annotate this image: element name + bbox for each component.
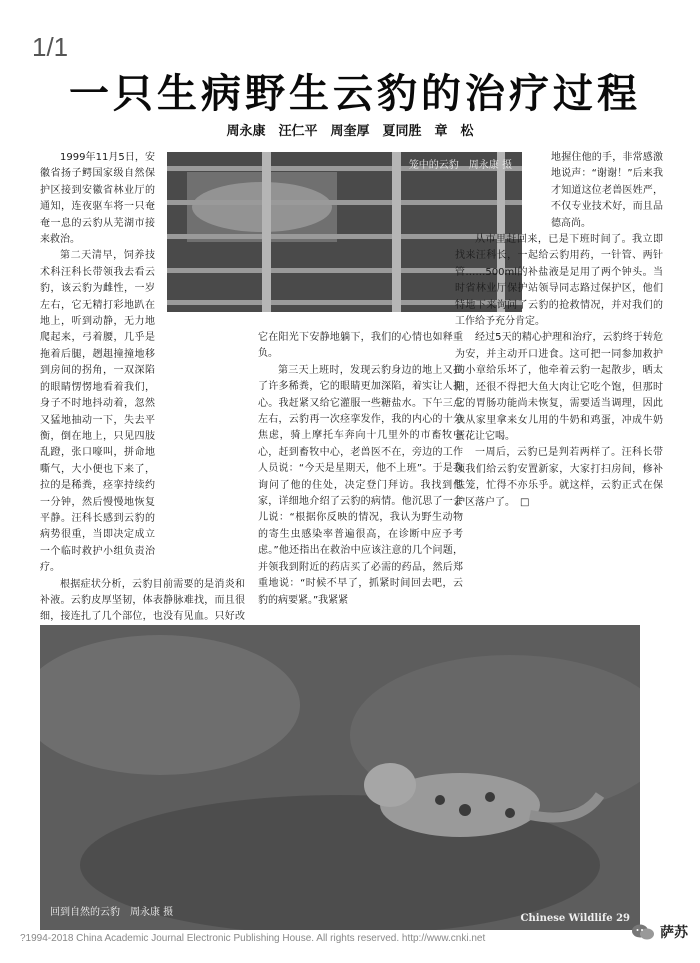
copyright-footer: ?1994-2018 China Academic Journal Electronic Publishing House. All rights reserved. http://www.cnki.net [20,933,486,944]
photo-caption: 笼中的云豹 周永康 摄 [408,160,512,171]
paragraph: 1999年11月5日，安徽省扬子鳄国家级自然保护区接到安徽省林业厅的通知，连夜驱车将一只奄奄一息的云豹从芜湖市接来救治。 [40,152,155,246]
brand-name: 萨苏 [660,925,688,941]
grass-illustration [40,625,640,930]
leopard-in-wild-photo [40,625,640,930]
text-column-2 [258,330,463,609]
account-brand [631,922,688,942]
paragraph: 它在阳光下安静地躺下，我们的心情也如释重负。 [258,332,463,360]
page-number: 1/1 [32,32,69,62]
magazine-watermark: Chinese Wildlife 29 [520,913,630,924]
paragraph: 经过5天的精心护理和治疗，云豹终于转危为安，并主动开口进食。这可把一同参加救护的小章给乐坏了，他牵着云豹一起散步，晒太阳，还很不得把大鱼大肉让它吃个饱，但那时它的胃肠功能尚未恢复，需要适当调理，因此我从家里拿来女儿用的牛奶和鸡蛋，冲成牛奶蛋花让它喝。 [455,332,663,442]
paragraph: 第二天清早，饲养技术科汪科长带领我去看云豹，该云豹为雌性，一岁左右，它无精打彩地趴在地上，听到动静，无力地爬起来，弓着腰，几乎是拖着后腿，趔趄撞撞地移到房间的拐角，一双深陷的眼睛愣愣地看着我们，身子不时地抖动着，忽然又猛地抽动一下，失去平衡，倒在地上，只见四肢乱蹬，张口嚎叫，拼命地嘶气，大小便也下来了，拉的是稀粪，痉挛持续约一分钟，然后慢慢地恢复平静。汪科长感到云豹的病势很重，当即决定成立一个临时救护小组负责治疗。 [40,250,155,574]
text-column-3 [455,150,663,511]
paragraph: 根据症状分析，云豹目前需要的是消炎和补液。云豹皮厚坚韧，体表静脉难找，而且很细，接连扎了几个部位，也没有见血。只好改 [40,578,245,623]
paragraph: 第三天上班时，发现云豹身边的地上又拉了许多稀粪，它的眼睛更加深陷，着实让人担心。我赶紧又给它灌服一些糖盐水。下午三点左右，云豹再一次痉挛发作，我的内心的十分焦虑，骑上摩托车奔向十几里外的市畜牧中心，赶到畜牧中心，老兽医不在，旁边的工作人员说：“今天是星期天，他不上班”。于是我询问了他的住处，决定登门拜访。我找到他家，详细地介绍了云豹的病情。他沉思了一会儿说：“根据你反映的情况，我认为野生动物的寄生虫感染率普遍很高，在诊断中应予考虑。”他还指出在救治中应该注意的几个问题，并领我到附近的药店买了必需的药品，然后郑重地说：“时候不早了，抓紧时间回去吧，云豹的病要紧。”我紧紧 [258,364,463,606]
article-authors: 周永康 汪仁平 周奎厚 夏同胜 章 松 [226,124,474,139]
paragraph: 一周后，云豹已是判若两样了。汪科长带领我们给云豹安置新家，大家打扫房间，修补铁笼，忙得不亦乐乎。就这样，云豹正式在保护区落户了。 □ [455,447,663,508]
paragraph: 地握住他的手，非常感激地说声：“谢谢！”后来我才知道这位老兽医姓严，不仅专业技术好，而且品德高尚。 [551,152,663,229]
paragraph: 从市里赶回来，已是下班时间了。我立即找来汪科长，一起给云豹用药，一针管、两针管……500ml的补盐液是足用了两个钟头。当时省林业厅保护站领导同志路过保护区，他们特地下来询问了云豹的抢救情况，并对我们的工作给予充分肯定。 [455,234,663,328]
photo-caption: 回到自然的云豹 周永康 摄 [50,907,174,918]
wechat-icon [631,923,655,941]
article-title: 一只生病野生云豹的治疗过程 [69,71,641,117]
